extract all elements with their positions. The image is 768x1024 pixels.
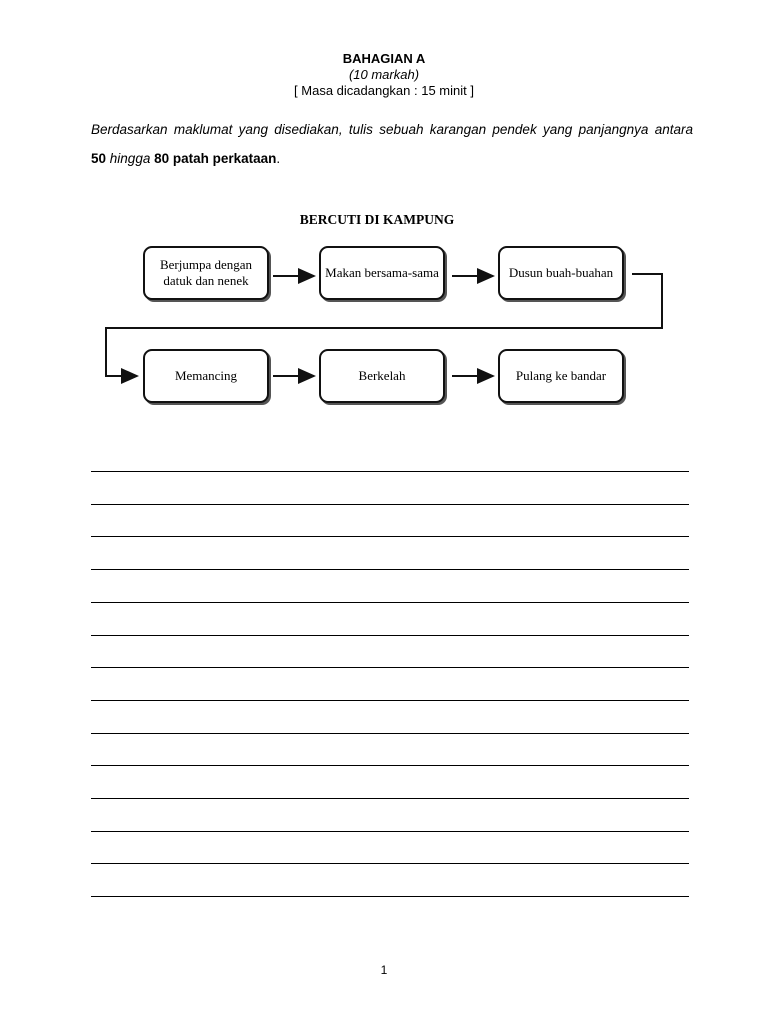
max-words: 80 patah perkataan: [154, 151, 277, 166]
writing-line: [91, 536, 689, 537]
instruction-text: [91, 115, 693, 173]
marks-label: (10 markah): [348, 67, 420, 82]
instruction-end: .: [276, 151, 281, 166]
writing-line: [91, 831, 689, 832]
writing-line: [91, 667, 689, 668]
writing-line: [91, 569, 689, 570]
step-box-1: Berjumpa dengan datuk dan nenek: [143, 246, 269, 300]
step-box-6: Pulang ke bandar: [498, 349, 624, 403]
writing-line: [91, 504, 689, 505]
suggested-time: [ Masa dicadangkan : 15 minit ]: [294, 83, 474, 98]
writing-line: [91, 765, 689, 766]
writing-line: [91, 471, 689, 472]
section-title: BAHAGIAN A: [342, 51, 426, 66]
page-number: 1: [380, 963, 388, 977]
writing-line: [91, 798, 689, 799]
flow-diagram: [92, 198, 694, 438]
writing-line: [91, 863, 689, 864]
instruction-connector: hingga: [109, 151, 151, 166]
writing-line: [91, 733, 689, 734]
step-box-3: Dusun buah-buahan: [498, 246, 624, 300]
writing-line: [91, 896, 689, 897]
section-header: [0, 51, 768, 99]
step-box-5: Berkelah: [319, 349, 445, 403]
writing-line: [91, 635, 689, 636]
writing-line: [91, 602, 689, 603]
step-box-4: Memancing: [143, 349, 269, 403]
instruction-line-1: Berdasarkan maklumat yang disediakan, tulis sebuah karangan pendek yang panjangnya antara: [91, 122, 693, 137]
writing-line: [91, 700, 689, 701]
step-box-2: Makan bersama-sama: [319, 246, 445, 300]
min-words: 50: [91, 151, 107, 166]
diagram-title: BERCUTI DI KAMPUNG: [299, 212, 455, 227]
